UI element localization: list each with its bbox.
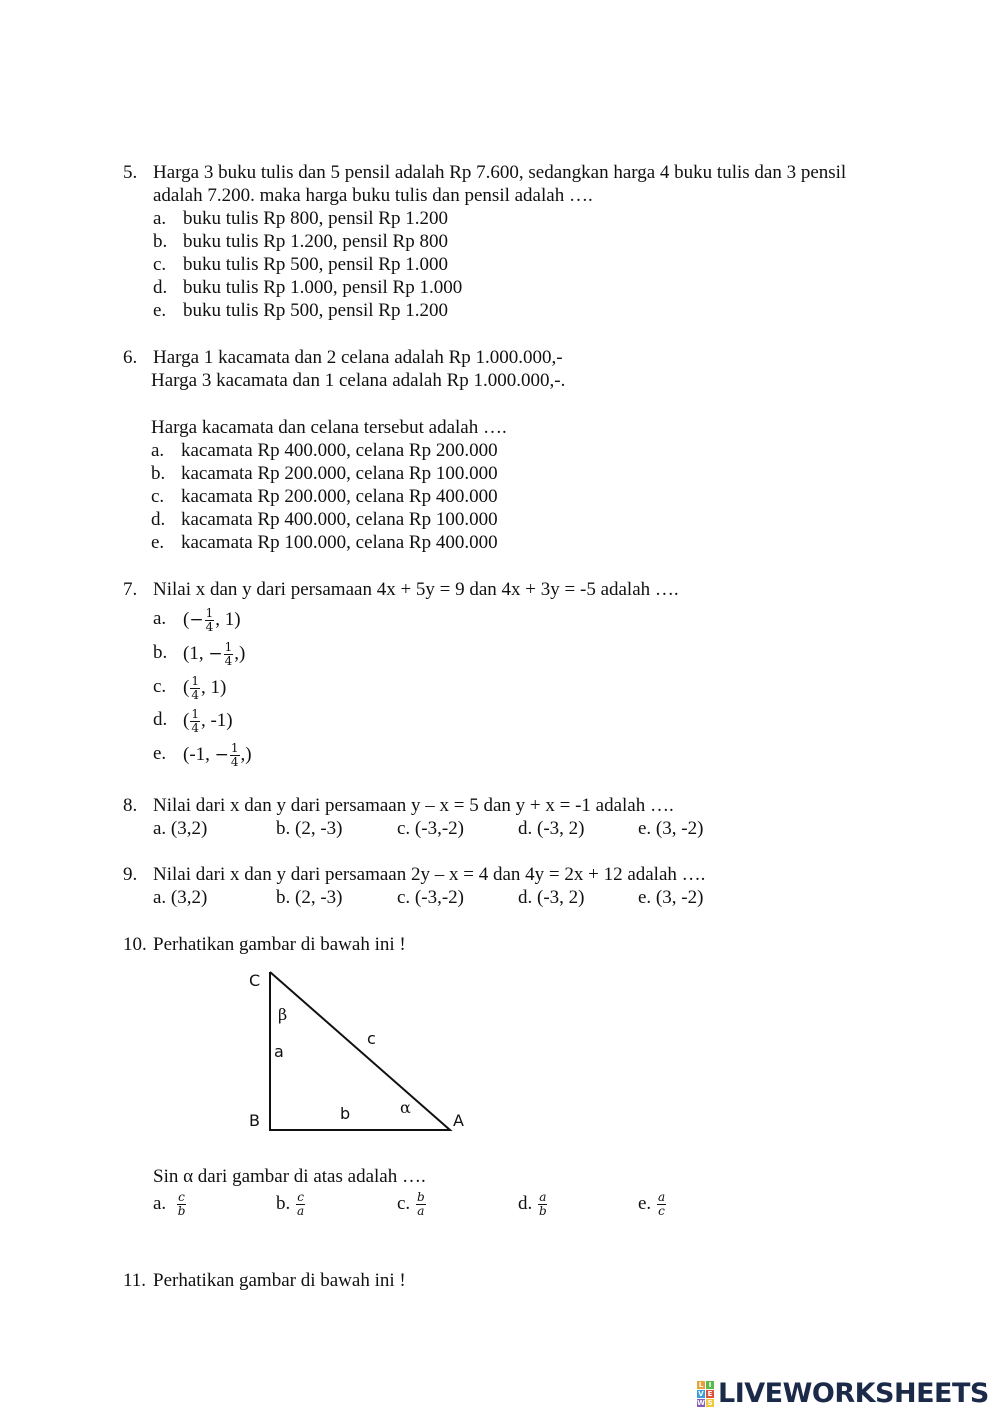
option-c[interactable]: c. (-3,-2): [397, 818, 464, 839]
fraction-denominator: 4: [230, 755, 239, 769]
option-text: kacamata Rp 200.000, celana Rp 400.000: [181, 486, 498, 507]
option-text: buku tulis Rp 800, pensil Rp 1.200: [183, 208, 448, 229]
fraction-numerator: a: [657, 1190, 666, 1204]
option-c[interactable]: c. (-3,-2): [397, 887, 464, 908]
option-b[interactable]: b. (2, -3): [276, 818, 343, 839]
option-a[interactable]: a. (3,2): [153, 887, 208, 908]
option-letter: d.: [153, 709, 168, 730]
option-suffix: ,): [240, 743, 252, 765]
question-text-line: Harga 1 kacamata dan 2 celana adalah Rp 1.000.000,-: [153, 347, 563, 368]
option-letter: c.: [153, 676, 167, 697]
option-prefix: (: [183, 608, 190, 630]
option-text: [183, 708, 233, 735]
option-a[interactable]: [153, 1191, 187, 1218]
option-text: buku tulis Rp 500, pensil Rp 1.200: [183, 300, 448, 321]
question-text-line: Harga 3 kacamata dan 1 celana adalah Rp 1.000.000,-.: [151, 370, 566, 391]
option-sign: −: [214, 744, 229, 765]
option-b[interactable]: [276, 1191, 306, 1218]
option-text: kacamata Rp 200.000, celana Rp 100.000: [181, 463, 498, 484]
option-suffix: , 1): [200, 676, 227, 698]
option-text: [183, 607, 241, 634]
angle-alpha-label: α: [400, 1098, 411, 1117]
fraction: [224, 641, 234, 668]
question-text: Nilai x dan y dari persamaan 4x + 5y = 9 dan 4x + 3y = -5 adalah ….: [153, 579, 679, 600]
option-letter: c.: [153, 254, 167, 275]
option-text: [183, 641, 245, 668]
option-letter: e.: [638, 1192, 652, 1214]
vertex-a-label: A: [453, 1111, 464, 1130]
triangle-outline: [270, 972, 450, 1130]
option-text: buku tulis Rp 1.200, pensil Rp 800: [183, 231, 448, 252]
option-text: kacamata Rp 100.000, celana Rp 400.000: [181, 532, 498, 553]
option-letter: e.: [151, 532, 165, 553]
option-letter: c.: [397, 1192, 411, 1214]
question-number: 9.: [123, 864, 138, 885]
question-number: 8.: [123, 795, 138, 816]
option-letter: d.: [518, 1192, 533, 1214]
fraction-numerator: 1: [191, 674, 199, 688]
fraction: [205, 607, 215, 634]
option-e[interactable]: [638, 1191, 667, 1218]
question-text: Nilai dari x dan y dari persamaan y – x = 5 dan y + x = -1 adalah ….: [153, 795, 674, 816]
vertex-b-label: B: [249, 1111, 260, 1130]
fraction-numerator: b: [416, 1190, 425, 1204]
option-text: kacamata Rp 400.000, celana Rp 100.000: [181, 509, 498, 530]
fraction: [177, 1191, 187, 1218]
option-prefix: (: [183, 709, 190, 731]
option-letter: b.: [153, 642, 168, 663]
fraction-denominator: a: [417, 1204, 425, 1218]
fraction-denominator: 4: [205, 620, 214, 634]
option-letter: c.: [151, 486, 165, 507]
fraction: [538, 1191, 548, 1218]
angle-beta-label: β: [278, 1005, 288, 1024]
fraction-numerator: a: [539, 1190, 547, 1204]
fraction-denominator: b: [177, 1204, 186, 1218]
option-d[interactable]: d. (-3, 2): [518, 887, 585, 908]
option-text: buku tulis Rp 500, pensil Rp 1.000: [183, 254, 448, 275]
question-instruction: Perhatikan gambar di bawah ini !: [153, 1270, 406, 1291]
question-text: Sin α dari gambar di atas adalah ….: [153, 1166, 426, 1187]
vertex-c-label: C: [249, 971, 261, 990]
logo-mark-cell: V: [698, 1389, 704, 1398]
fraction-numerator: c: [178, 1190, 185, 1204]
option-letter: e.: [153, 743, 167, 764]
option-b[interactable]: b. (2, -3): [276, 887, 343, 908]
liveworksheets-mark-icon: [697, 1381, 714, 1407]
question-number: 11.: [123, 1270, 147, 1291]
fraction-numerator: c: [297, 1190, 304, 1204]
side-b-label: b: [340, 1104, 351, 1123]
option-letter: b.: [153, 231, 168, 252]
option-d[interactable]: d. (-3, 2): [518, 818, 585, 839]
fraction-numerator: 1: [205, 606, 214, 620]
option-letter: b.: [276, 1192, 291, 1214]
option-e[interactable]: e. (3, -2): [638, 887, 704, 908]
option-d[interactable]: [518, 1191, 549, 1218]
option-text: [183, 675, 226, 702]
fraction-numerator: 1: [230, 741, 239, 755]
fraction: [190, 708, 200, 735]
fraction: [657, 1191, 666, 1218]
question-text-line: Harga kacamata dan celana tersebut adalah ….: [151, 417, 507, 438]
option-letter: d.: [151, 509, 166, 530]
option-prefix: (: [183, 676, 190, 698]
question-text: Nilai dari x dan y dari persamaan 2y – x = 4 dan 4y = 2x + 12 adalah ….: [153, 864, 706, 885]
option-suffix: , -1): [200, 709, 233, 731]
fraction: [230, 742, 240, 769]
fraction-denominator: 4: [191, 721, 199, 735]
question-text-line: Harga 3 buku tulis dan 5 pensil adalah Rp 7.600, sedangkan harga 4 buku tulis dan 3 pensil: [153, 162, 847, 183]
fraction-denominator: a: [297, 1204, 305, 1218]
question-text-line: adalah 7.200. maka harga buku tulis dan pensil adalah ….: [153, 185, 593, 206]
option-letter: a.: [153, 608, 167, 629]
question-instruction: Perhatikan gambar di bawah ini !: [153, 934, 406, 955]
side-a-label: a: [274, 1042, 284, 1061]
fraction-numerator: 1: [224, 640, 233, 654]
fraction-numerator: 1: [191, 707, 199, 721]
option-text: buku tulis Rp 1.000, pensil Rp 1.000: [183, 277, 463, 298]
option-letter: a.: [151, 440, 165, 461]
option-text: kacamata Rp 400.000, celana Rp 200.000: [181, 440, 498, 461]
question-number: 7.: [123, 579, 138, 600]
option-prefix: (-1,: [183, 743, 215, 765]
question-number: 5.: [123, 162, 138, 183]
option-c[interactable]: [397, 1191, 427, 1218]
logo-mark-cell: I: [706, 1381, 714, 1389]
right-triangle-figure: [240, 960, 480, 1140]
liveworksheets-logo: [697, 1378, 989, 1409]
fraction-denominator: c: [658, 1204, 665, 1218]
option-letter: b.: [151, 463, 166, 484]
fraction: [296, 1191, 305, 1218]
fraction: [416, 1191, 426, 1218]
option-a[interactable]: a. (3,2): [153, 818, 208, 839]
fraction: [190, 675, 200, 702]
option-letter: e.: [153, 300, 167, 321]
logo-mark-cell: L: [698, 1380, 704, 1389]
option-letter: d.: [153, 277, 168, 298]
option-sign: −: [189, 609, 204, 630]
fraction-denominator: 4: [224, 654, 233, 668]
side-c-label: c: [367, 1029, 376, 1048]
option-suffix: , 1): [215, 608, 241, 630]
question-number: 6.: [123, 347, 138, 368]
question-number: 10.: [123, 934, 147, 955]
fraction-denominator: 4: [191, 688, 199, 702]
option-letter: a.: [153, 1192, 167, 1214]
logo-mark-cell: W: [697, 1398, 705, 1407]
option-text: [183, 742, 252, 769]
logo-mark-cell: E: [707, 1389, 713, 1398]
option-suffix: ,): [234, 642, 246, 664]
option-prefix: (1,: [183, 642, 209, 664]
brand-name: LIVEWORKSHEETS: [718, 1378, 989, 1409]
option-letter: a.: [153, 208, 167, 229]
option-sign: −: [208, 643, 223, 664]
fraction-denominator: b: [539, 1204, 547, 1218]
option-e[interactable]: e. (3, -2): [638, 818, 704, 839]
logo-mark-cell: S: [707, 1398, 713, 1407]
